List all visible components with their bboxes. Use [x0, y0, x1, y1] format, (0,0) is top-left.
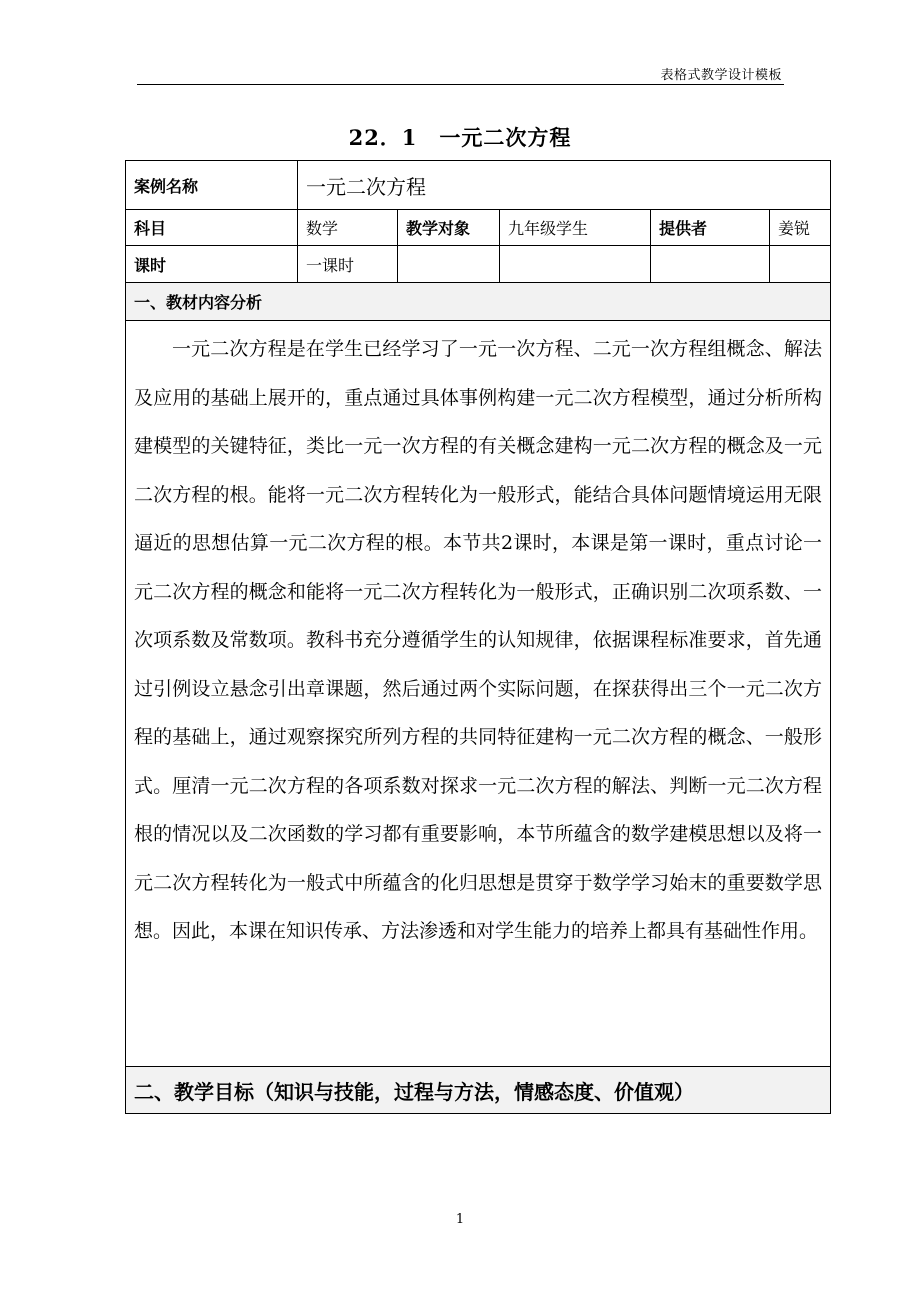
provider-label: 提供者: [651, 210, 770, 246]
empty-cell: [398, 246, 500, 283]
hours-label: 课时: [126, 246, 298, 283]
hours-value: 一课时: [298, 246, 398, 283]
audience-value: 九年级学生: [500, 210, 651, 246]
case-name-label: 案例名称: [126, 161, 298, 210]
section1-body-text: 一元二次方程是在学生已经学习了一元一次方程、二元一次方程组概念、解法及应用的基础上展开的，重点通过具体事例构建一元二次方程模型，通过分析所构建模型的关键特征，类比一元一次方程的有关概念建构一元二次方程的概念及一元二次方程的根。能将一元二次方程转化为一般形式，能结合具体问题情境运用无限逼近的思想估算一元二次方程的根。本节共2课时，本课是第一课时，重点讨论一元二次方程的概念和能将一元二次方程转化为一般形式，正确识别二次项系数、一次项系数及常数项。教科书充分遵循学生的认知规律，依据课程标准要求，首先通过引例设立悬念引出章课题，然后通过两个实际问题，在探获得出三个一元二次方程的基础上，通过观察探究所列方程的共同特征建构一元二次方程的概念、一般形式。厘清一元二次方程的各项系数对探求一元二次方程的解法、判断一元二次方程根的情况以及二次函数的学习都有重要影响，本节所蕴含的数学建模思想以及将一元二次方程转化为一般式中所蕴含的化归思想是贯穿于数学学习始末的重要数学思想。因此，本课在知识传承、方法渗透和对学生能力的培养上都具有基础性作用。: [134, 338, 823, 942]
hours-row: [126, 246, 831, 283]
page-number: 1: [455, 1212, 465, 1227]
provider-value: 姜锐: [770, 210, 831, 246]
empty-cell: [651, 246, 770, 283]
subject-row: [126, 210, 831, 246]
empty-cell: [770, 246, 831, 283]
section1-heading: 一、教材内容分析: [126, 283, 831, 321]
section2-heading: 二、教学目标（知识与技能，过程与方法，情感态度、价值观）: [126, 1067, 831, 1114]
section1-heading-row: [126, 283, 831, 321]
lesson-plan-table: [125, 160, 831, 1114]
subject-value: 数学: [298, 210, 398, 246]
section2-heading-row: [126, 1067, 831, 1114]
subject-label: 科目: [126, 210, 298, 246]
template-name: 表格式教学设计模板: [660, 68, 782, 83]
section1-body-cell: [126, 321, 831, 1067]
header-rule: [137, 84, 784, 85]
document-title: 22．1 一元二次方程: [348, 125, 572, 150]
audience-label: 教学对象: [398, 210, 500, 246]
section1-body-row: [126, 321, 831, 1067]
case-name-value: 一元二次方程: [298, 161, 831, 210]
case-name-row: [126, 161, 831, 210]
empty-cell: [500, 246, 651, 283]
